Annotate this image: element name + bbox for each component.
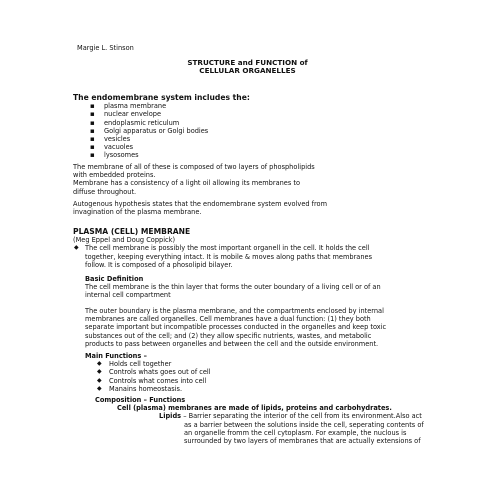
- text-line: diffuse throughout.: [73, 187, 137, 196]
- list-item: ◆ Controls what comes into cell: [97, 377, 211, 385]
- text-line: surrounded by two layers of membranes that are actually extensions of: [184, 437, 421, 446]
- author-name: Margie L. Stinson: [77, 44, 134, 52]
- endomembrane-section: [73, 94, 250, 160]
- outer-boundary-paragraph: [85, 307, 386, 348]
- text-line: an organelle fromm the cell cytoplasm. For example, the nuclous is: [184, 428, 407, 437]
- list-item: ▪ vesicles: [90, 135, 250, 143]
- text-line: substances out of the cell; and (2) they allow specific nutrients, wastes, and metabolic: [85, 331, 372, 340]
- membrane-paragraph: [73, 163, 315, 196]
- list-item: ▪ plasma membrane: [90, 102, 250, 110]
- title-line-1: STRUCTURE and FUNCTION of: [187, 58, 308, 67]
- endomembrane-list: [90, 102, 250, 159]
- document-title: [0, 59, 495, 76]
- text-line: – Barrier separating the interior of the cell from its environment.Also act: [181, 412, 422, 421]
- main-functions-section: [85, 352, 211, 393]
- endomembrane-heading: The endomembrane system includes the:: [73, 93, 250, 102]
- title-line-2: CELLULAR ORGANELLES: [199, 66, 296, 76]
- text-line: separate important but incompatible processes conducted in the organelles and keep toxic: [85, 323, 387, 332]
- text-line: invagination of the plasma membrane.: [73, 208, 202, 217]
- plasma-heading: PLASMA (CELL) MEMBRANE: [73, 227, 191, 236]
- main-functions-heading: Main Functions –: [85, 352, 147, 360]
- lipids-label: Lipids: [159, 412, 182, 421]
- text-line: as a barrier between the solutions inside the cell, seperating contents of: [184, 420, 424, 429]
- list-item: ◆ Controls whats goes out of cell: [97, 368, 211, 376]
- text-line: membranes are called organelles. Cell membranes have a dual function: (1) they both: [85, 315, 371, 324]
- text-line: follow. It is composed of a phosolipid bilayer.: [85, 260, 233, 269]
- list-item: ▪ Golgi apparatus or Golgi bodies: [90, 127, 250, 135]
- diamond-bullet-icon: ◆: [74, 244, 79, 252]
- text-line: The membrane of all of these is composed of two layers of phospholipids: [73, 163, 315, 171]
- composition-section: [95, 396, 424, 445]
- list-item: ▪ vacuoles: [90, 143, 250, 151]
- basic-definition-section: [85, 275, 381, 300]
- list-item: ◆ Manains homeostasis.: [97, 385, 211, 393]
- list-item: ◆ Holds cell together: [97, 360, 211, 368]
- text-line: The cell membrane is possibly the most important organell in the cell. It holds the cell: [85, 244, 370, 253]
- text-line: Autogenous hypothesis states that the endomembrane system evolved from: [73, 200, 328, 208]
- composition-subheading: Cell (plasma) membranes are made of lipids, proteins and carbohydrates.: [117, 404, 392, 413]
- autogenous-paragraph: [73, 200, 327, 216]
- lipids-entry: [159, 412, 424, 445]
- text-line: products to pass between organelles and between the cell and the outside environment.: [85, 339, 379, 348]
- plasma-bullet: [73, 244, 372, 269]
- main-functions-list: [97, 360, 211, 393]
- text-line: The cell membrane is the thin layer that forms the outer boundary of a living cell or of an: [85, 283, 381, 292]
- text-line: internal cell compartment: [85, 291, 171, 300]
- list-item: ▪ endoplasmic reticulum: [90, 119, 250, 127]
- text-line: The outer boundary is the plasma membrane, and the compartments enclosed by internal: [85, 307, 384, 315]
- list-item: ▪ nuclear envelope: [90, 110, 250, 118]
- composition-heading: Composition – Functions: [95, 396, 186, 404]
- basic-definition-heading: Basic Definition: [85, 275, 144, 283]
- plasma-membrane-section: [73, 228, 372, 269]
- text-line: with embedded proteins.: [73, 171, 156, 180]
- text-line: Membrane has a consistency of a light oil allowing its membranes to: [73, 179, 301, 188]
- list-item: ▪ lysosomes: [90, 151, 250, 159]
- plasma-credit: (Meg Eppel and Doug Coppick): [73, 236, 176, 245]
- text-line: together, keeping everything intact. It is mobile & moves along paths that membranes: [85, 252, 373, 261]
